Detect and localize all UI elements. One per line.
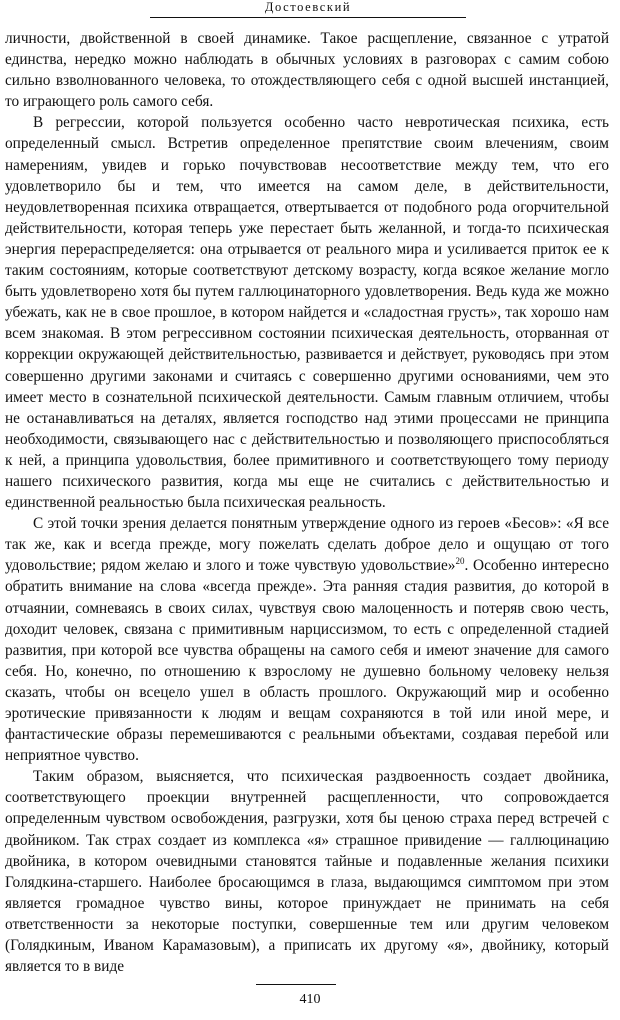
- paragraph-text-part: С этой точки зрения делается понятным утверждение одного из героев «Бесов»: «Я все так же, как и всегда прежде, могу пожелать сделать доброе дело и ощущаю от того удовольствие; рядом желаю и злого и тоже чувствую удовольствие»: [5, 515, 609, 575]
- paragraph-continuation: личности, двойственной в своей динамике. Такое расщепление, связанное с утратой единства, нередко можно наблюдать в обычных условиях в разговорах с самим собою сильно взволнованного человека, то отождествляющего себя с одной высшей инстанцией, то играющего роль самого себя.: [5, 30, 609, 111]
- paragraph-double: Таким образом, выясняется, что психическая раздвоенность создает двойника, соответствующего проекции внутренней расщепленности, что сопровождается определенным чувством освобождения, разгрузки, хотя бы ценою страха перед встречей с двойником. Так страх создает из комплекса «я» страшное привидение — галлюцинацию двойника, в котором очевидными становятся тайные и подавленные желания психики Голядкина-старшего. Наиболее бросающимся в глаза, выдающимся симптомом при этом является громадное чувство вины, которое принуждает не принимать на себя ответственности за некоторые поступки, совершенные тем или другим человеком (Голядкиным, Иваном Карамазовым), а приписать их другому «я», двойнику, который является то в виде: [5, 768, 609, 976]
- body-text: [5, 28, 609, 977]
- paragraph-regression: В регрессии, которой пользуется особенно часто невротическая психика, есть определенный смысл. Встретив определенное препятствие своим влечениям, своим намерениям, увидев и горько почувствовав несоответствие между тем, что его удовлетворило бы и тем, что имеется на самом деле, в действительности, неудовлетворенная психика отвращается, отвертывается от подобного рода огорчительной действительности, которая теперь уже перестает быть желанной, и тогда-то психическая энергия перераспределяется: она отрывается от реального мира и усиливается приток ее к таким состояниям, которые соответствуют детскому возрасту, когда всякое желание могло быть удовлетворено хотя бы путем галлюцинаторного удовлетворения. Ведь куда же можно убежать, как не в свое прошлое, в котором найдется и «сладостная грусть», так хорошо нам всем знакомая. В этом регрессивном состоянии психическая деятельность, оторванная от коррекции окружающей действительностью, развивается и действует, руководясь при этом совершенно другими законами и считаясь с совершенно другими основаниями, чем это имеет место в сознательной психической деятельности. Самым главным отличием, чтобы не останавливаться на деталях, является господство над этими процессами не принципа необходимости, связывающего нас с действительностью и позволяющего приспособляться к ней, а принципа удовольствия, более примитивного и соответствующего тому периоду нашего психического развития, когда мы еще не считались с действительностью и единственной реальностью была психическая реальность.: [5, 114, 609, 512]
- running-header: Достоевский: [150, 0, 466, 18]
- footer-rule: [256, 984, 336, 985]
- paragraph-text-part: . Особенно интересно обратить внимание на слова «всегда прежде». Эта ранняя стадия развития, до которой в отчаянии, сомневаясь в своих силах, чувствуя свою малоценность и потеряв свою честь, доходит человек, связана с примитивным нарциссизмом, то есть с определенной стадией развития, при которой все чувства обращены на самого себя и имеют значение для самого себя. Но, конечно, по отношению к взрослому не душевно больному человеку нельзя сказать, чтобы он всецело ушел в область прошлого. Окружающий мир и особенно эротические привязанности к людям и вещам сохраняются в той или иной мере, и фантастические образы перемешиваются с реальными объектами, создавая перебой или неприятное чувство.: [5, 557, 610, 765]
- paragraph-besy-quote: [5, 513, 609, 766]
- page-number: 410: [299, 992, 321, 1007]
- footnote-reference[interactable]: 20: [455, 556, 465, 567]
